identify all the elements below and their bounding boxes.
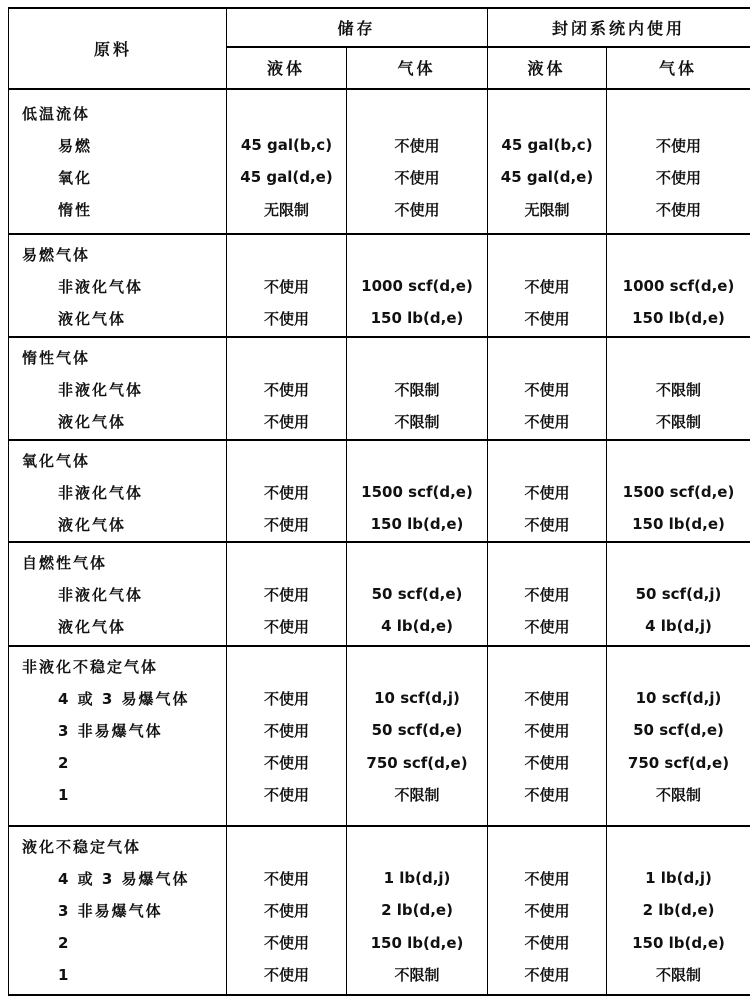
closed-liquid-cell: 不使用 bbox=[524, 585, 570, 604]
table-row bbox=[0, 612, 750, 640]
storage-liquid-cell: 不使用 bbox=[263, 412, 309, 431]
closed-gas-cell: 不限制 bbox=[655, 966, 701, 985]
closed-gas-cell: 不使用 bbox=[655, 136, 701, 155]
header-storage-liquid: 液体 bbox=[266, 58, 305, 78]
storage-gas-cell: 4 lb(d,e) bbox=[381, 617, 453, 636]
group-title-row bbox=[0, 548, 750, 576]
closed-gas-cell: 不使用 bbox=[655, 168, 701, 187]
closed-liquid-cell: 不使用 bbox=[524, 309, 570, 328]
group-title-row bbox=[0, 99, 750, 127]
group-separator-rule bbox=[8, 233, 750, 235]
table-row bbox=[0, 684, 750, 712]
table-left-border bbox=[8, 7, 9, 996]
closed-liquid-cell: 不使用 bbox=[524, 966, 570, 985]
closed-liquid-cell: 不使用 bbox=[524, 412, 570, 431]
closed-gas-cell: 不限制 bbox=[655, 380, 701, 399]
row-label: 3 非易爆气体 bbox=[58, 721, 163, 740]
storage-gas-cell: 1500 scf(d,e) bbox=[361, 483, 473, 502]
storage-liquid-cell: 不使用 bbox=[263, 869, 309, 888]
group-separator-rule bbox=[8, 439, 750, 441]
group-title-row bbox=[0, 240, 750, 268]
row-label: 液化气体 bbox=[58, 617, 127, 636]
storage-liquid-cell: 不使用 bbox=[263, 934, 309, 953]
storage-liquid-cell: 无限制 bbox=[263, 201, 309, 220]
row-label: 液化气体 bbox=[58, 309, 127, 328]
closed-liquid-cell: 不使用 bbox=[524, 721, 570, 740]
group-title-row bbox=[0, 446, 750, 474]
closed-liquid-cell: 45 gal(b,c) bbox=[501, 136, 593, 155]
header-material: 原料 bbox=[93, 39, 132, 59]
table-row bbox=[0, 478, 750, 506]
closed-gas-cell: 2 lb(d,e) bbox=[642, 901, 715, 920]
table-row bbox=[0, 196, 750, 224]
closed-liquid-cell: 不使用 bbox=[524, 934, 570, 953]
closed-gas-cell: 50 scf(d,e) bbox=[633, 721, 724, 740]
storage-liquid-cell: 不使用 bbox=[263, 277, 309, 296]
group-title: 易燃气体 bbox=[22, 245, 91, 264]
table-row bbox=[0, 716, 750, 744]
closed-gas-cell: 不限制 bbox=[655, 786, 701, 805]
row-label: 非液化气体 bbox=[58, 585, 144, 604]
group-title: 惰性气体 bbox=[22, 348, 91, 367]
table-row bbox=[0, 781, 750, 809]
closed-liquid-cell: 不使用 bbox=[524, 380, 570, 399]
row-label: 1 bbox=[58, 965, 71, 984]
closed-liquid-cell: 无限制 bbox=[524, 201, 570, 220]
storage-liquid-cell: 不使用 bbox=[263, 689, 309, 708]
table-row bbox=[0, 896, 750, 924]
row-label: 氧化 bbox=[58, 168, 93, 187]
group-title-row bbox=[0, 343, 750, 371]
group-title: 非液化不稳定气体 bbox=[22, 657, 159, 676]
storage-gas-cell: 150 lb(d,e) bbox=[370, 933, 464, 952]
closed-gas-cell: 150 lb(d,e) bbox=[632, 933, 725, 952]
storage-liquid-cell: 45 gal(d,e) bbox=[240, 168, 333, 187]
row-label: 液化气体 bbox=[58, 515, 127, 534]
storage-gas-cell: 不限制 bbox=[394, 966, 440, 985]
table-row bbox=[0, 580, 750, 608]
storage-gas-cell: 50 scf(d,e) bbox=[371, 721, 463, 740]
table-row bbox=[0, 510, 750, 538]
closed-gas-cell: 150 lb(d,e) bbox=[632, 515, 725, 534]
group-title-row bbox=[0, 652, 750, 680]
storage-gas-cell: 不使用 bbox=[394, 168, 440, 187]
closed-gas-cell: 1000 scf(d,e) bbox=[622, 277, 735, 296]
column-divider bbox=[346, 46, 347, 996]
storage-liquid-cell: 不使用 bbox=[263, 966, 309, 985]
closed-gas-cell: 750 scf(d,e) bbox=[627, 753, 730, 772]
closed-liquid-cell: 不使用 bbox=[524, 617, 570, 636]
group-separator-rule bbox=[8, 336, 750, 338]
row-label: 3 非易爆气体 bbox=[58, 901, 163, 920]
row-label: 1 bbox=[58, 785, 71, 804]
storage-gas-cell: 10 scf(d,j) bbox=[374, 689, 460, 708]
storage-liquid-cell: 不使用 bbox=[263, 309, 309, 328]
table-row bbox=[0, 929, 750, 957]
row-label: 2 bbox=[58, 753, 71, 772]
closed-gas-cell: 4 lb(d,j) bbox=[645, 617, 712, 636]
storage-gas-cell: 150 lb(d,e) bbox=[370, 309, 464, 328]
storage-gas-cell: 不限制 bbox=[394, 786, 440, 805]
closed-liquid-cell: 不使用 bbox=[524, 515, 570, 534]
header-closed-system-use: 封闭系统内使用 bbox=[551, 18, 685, 38]
closed-liquid-cell: 不使用 bbox=[524, 277, 570, 296]
closed-liquid-cell: 不使用 bbox=[524, 901, 570, 920]
column-divider bbox=[226, 7, 227, 996]
closed-liquid-cell: 45 gal(d,e) bbox=[500, 168, 594, 187]
row-label: 4 或 3 易爆气体 bbox=[58, 869, 190, 888]
header-bottom-rule bbox=[8, 88, 750, 90]
group-title: 低温流体 bbox=[22, 104, 91, 123]
header-closed-gas: 气体 bbox=[658, 58, 697, 78]
group-title: 自燃性气体 bbox=[22, 553, 108, 572]
closed-gas-cell: 150 lb(d,e) bbox=[632, 309, 725, 328]
closed-gas-cell: 1 lb(d,j) bbox=[645, 869, 712, 888]
table-row bbox=[0, 272, 750, 300]
group-separator-rule bbox=[8, 825, 750, 827]
closed-liquid-cell: 不使用 bbox=[524, 754, 570, 773]
row-label: 4 或 3 易爆气体 bbox=[58, 689, 190, 708]
storage-liquid-cell: 不使用 bbox=[263, 786, 309, 805]
storage-gas-cell: 50 scf(d,e) bbox=[371, 585, 463, 604]
row-label: 易燃 bbox=[58, 136, 93, 155]
group-title-row bbox=[0, 832, 750, 860]
header-closed-liquid: 液体 bbox=[527, 58, 566, 78]
column-divider bbox=[606, 46, 607, 996]
storage-liquid-cell: 不使用 bbox=[263, 515, 309, 534]
storage-liquid-cell: 不使用 bbox=[263, 483, 309, 502]
group-title: 氧化气体 bbox=[22, 451, 91, 470]
header-mid-rule bbox=[226, 46, 750, 48]
table-row bbox=[0, 864, 750, 892]
closed-gas-cell: 1500 scf(d,e) bbox=[622, 483, 735, 502]
storage-liquid-cell: 不使用 bbox=[263, 721, 309, 740]
table-row bbox=[0, 304, 750, 332]
storage-gas-cell: 不限制 bbox=[394, 380, 440, 399]
table-row bbox=[0, 407, 750, 435]
group-separator-rule bbox=[8, 994, 750, 996]
storage-liquid-cell: 不使用 bbox=[263, 901, 309, 920]
closed-liquid-cell: 不使用 bbox=[524, 689, 570, 708]
storage-gas-cell: 150 lb(d,e) bbox=[370, 515, 464, 534]
row-label: 非液化气体 bbox=[58, 483, 144, 502]
table-top-rule bbox=[8, 7, 750, 9]
storage-liquid-cell: 不使用 bbox=[263, 617, 309, 636]
storage-liquid-cell: 不使用 bbox=[263, 754, 309, 773]
storage-liquid-cell: 不使用 bbox=[263, 380, 309, 399]
closed-liquid-cell: 不使用 bbox=[524, 869, 570, 888]
row-label: 2 bbox=[58, 933, 71, 952]
header-storage-gas: 气体 bbox=[397, 58, 436, 78]
table-row bbox=[0, 131, 750, 159]
closed-gas-cell: 10 scf(d,j) bbox=[635, 689, 722, 708]
group-title: 液化不稳定气体 bbox=[22, 837, 142, 856]
storage-gas-cell: 不使用 bbox=[394, 136, 440, 155]
storage-gas-cell: 1000 scf(d,e) bbox=[361, 277, 473, 296]
group-separator-rule bbox=[8, 645, 750, 647]
row-label: 非液化气体 bbox=[58, 380, 144, 399]
closed-gas-cell: 不使用 bbox=[655, 201, 701, 220]
header-storage: 储存 bbox=[337, 18, 376, 38]
table-row bbox=[0, 961, 750, 989]
storage-gas-cell: 2 lb(d,e) bbox=[381, 901, 453, 920]
closed-gas-cell: 50 scf(d,j) bbox=[635, 585, 722, 604]
row-label: 惰性 bbox=[58, 201, 93, 220]
row-label: 非液化气体 bbox=[58, 277, 144, 296]
column-divider bbox=[487, 7, 488, 996]
table-row bbox=[0, 163, 750, 191]
closed-liquid-cell: 不使用 bbox=[524, 786, 570, 805]
storage-gas-cell: 不限制 bbox=[394, 412, 440, 431]
table-row bbox=[0, 749, 750, 777]
closed-gas-cell: 不限制 bbox=[655, 412, 701, 431]
storage-gas-cell: 750 scf(d,e) bbox=[366, 753, 468, 772]
storage-liquid-cell: 45 gal(b,c) bbox=[240, 136, 333, 155]
storage-liquid-cell: 不使用 bbox=[263, 585, 309, 604]
storage-gas-cell: 不使用 bbox=[394, 201, 440, 220]
storage-gas-cell: 1 lb(d,j) bbox=[383, 869, 451, 888]
row-label: 液化气体 bbox=[58, 412, 127, 431]
table-row bbox=[0, 375, 750, 403]
closed-liquid-cell: 不使用 bbox=[524, 483, 570, 502]
group-separator-rule bbox=[8, 541, 750, 543]
